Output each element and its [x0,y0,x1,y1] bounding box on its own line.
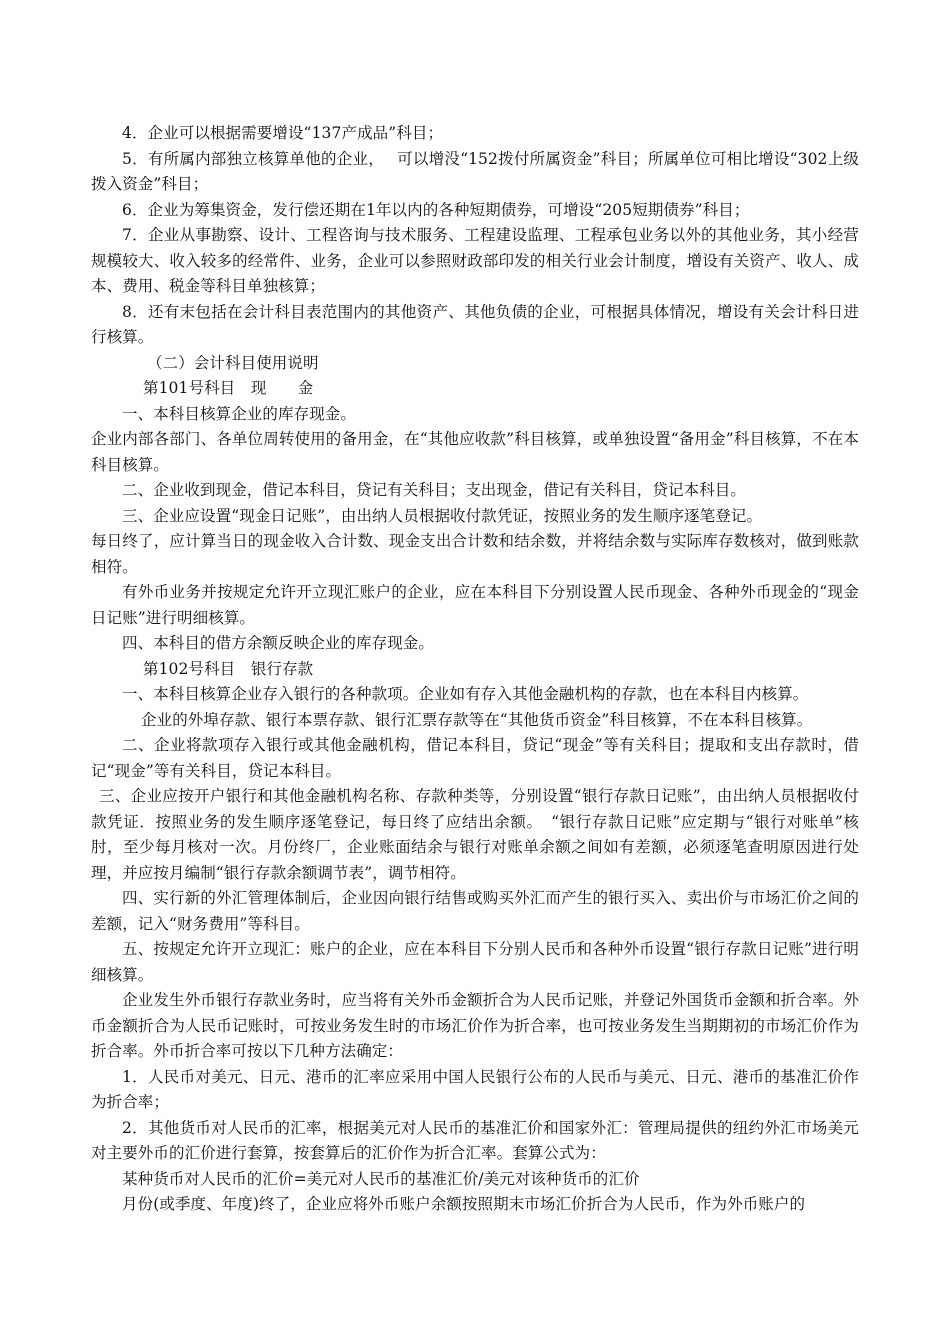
section-heading-usage: （二）会计科目使用说明 [147,353,319,372]
paragraph-102-rate-1: 1．人民币对美元、日元、港币的汇率应采用中国人民银行公布的人民币与美元、日元、港币的基准汇价作为折合率； [91,1067,859,1111]
account-heading-101: 第101号科目 现 金 [143,379,314,397]
paragraph-101-4: 四、本科目的借方余额反映企业的库存现金。 [122,634,435,652]
paragraph-101-1: 一、本科目核算企业的库存现金。 [122,404,357,423]
paragraph-101-foreign: 有外币业务并按规定允许开立现汇账户的企业，应在本科目下分别设置人民币现金、各种外币现金的“现金日记账”进行明细核算。 [91,583,859,627]
paragraph-item-5: 5．有所属内部独立核算单他的企业， 可以增没“152拨付所属资金”科目；所属单位可相比增设“302上级拨入资金”科目； [91,149,859,193]
paragraph-102-1: 一、本科目核算企业存入银行的各种款项。企业如有存入其他金融机构的存款，也在本科目内核算。 [122,685,809,703]
paragraph-101-2: 二、企业收到现金，借记本科目，贷记有关科目；支出现金，借记有关科目，贷记本科目。 [122,481,747,499]
paragraph-102-formula: 某种货币对人民币的汇价=美元对人民币的基准汇价/美元对该种货币的汇价 [122,1169,640,1188]
paragraph-101-petty-cash: 企业内部各部门、各单位周转使用的备用金，在“其他应收款”科目核算，或单独设置“备用金”科目核算，不在本科目核算。 [91,430,859,474]
paragraph-item-4: 4．企业可以根据需要增设“137产成品”科目； [122,124,444,142]
paragraph-102-period-end: 月份(或季度、年度)终了，企业应将外币账户余额按照期末市场汇价折合为人民币，作为外币账户的 [122,1195,806,1213]
paragraph-item-7: 7．企业从事勘察、设计、工程咨询与技术服务、工程建设监理、工程承包业务以外的其他业务，其小经营规模较大、收入较多的经常件、业务，企业可以参照财政部印发的相关行业会计制度，增设有关资产、收人、成本、费用、税金等科目单独核算； [91,226,859,295]
paragraph-item-6: 6．企业为筹集资金，发行偿还期在1年以内的各种短期债券，可增设“205短期债券”科目； [122,200,750,219]
paragraph-102-rate-2: 2．其他货币对人民币的汇率，根据美元对人民币的基准汇价和国家外汇：管理局提供的纽约外汇市场美元对主要外币的汇价进行套算，按套算后的汇价作为折合汇率。套算公式为： [91,1118,859,1162]
document-body [91,121,859,1218]
paragraph-102-3: 三、企业应按开户银行和其他金融机构名称、存款种类等，分别设置“银行存款日记账”，由出纳人员根据收付款凭证．按照业务的发生顺序逐笔登记，每日终了应结出余额。 “银行存款日记账”应定期与“银行对账单”核肘，至少每月核对一次。月份终厂，企业账面结余与银行对账单余额之间如有差额，必须逐笔查明原因进行处理，并应按月编制“银行存款余额调节表”，调节相符。 [91,787,859,882]
paragraph-102-5: 五、按规定允许开立现汇：账户的企业，应在本科目下分别人民币和各种外币设置“银行存款日记账”进行明细核算。 [91,940,859,984]
account-heading-102: 第102号科目 银行存款 [143,659,314,678]
paragraph-101-3: 三、企业应设置“现金日记账”，由出纳人员根据收付款凭证，按照业务的发生顺序逐笔登记。 [122,506,763,525]
paragraph-102-4: 四、实行新的外汇管理体制后，企业因向银行结售或购买外汇而产生的银行买入、卖出价与市场汇价之间的差额，记入“财务费用”等科目。 [91,889,859,933]
paragraph-102-2: 二、企业将款项存入银行或其他金融机构，借记本科目，贷记“现金”等有关科目；提取和支出存款时，借记“现金”等有关科目，贷记本科目。 [91,736,859,780]
paragraph-item-8: 8．还有末包括在会计科目表范围内的其他资产、其他负债的企业，可根据具体情况，增设有关会计科日进行核算。 [91,302,859,346]
paragraph-102-foreign-business: 企业发生外币银行存款业务时，应当将有关外币金额折合为人民币记账，并登记外国货币金额和折合率。外币金额折合为人民币记账时，可按业务发生时的市场汇价作为折合率，也可按业务发生当期期初的市场汇价作为折合率。外币折合率可按以下几种方法确定： [91,991,859,1060]
paragraph-102-other-funds: 企业的外埠存款、银行本票存款、银行汇票存款等在“其他货币资金”科目核算，不在本科目核算。 [141,710,813,729]
paragraph-101-daily: 每日终了，应计算当日的现金收入合计数、现金支出合计数和结余数，并将结余数与实际库存数核对，做到账款相符。 [91,532,859,576]
